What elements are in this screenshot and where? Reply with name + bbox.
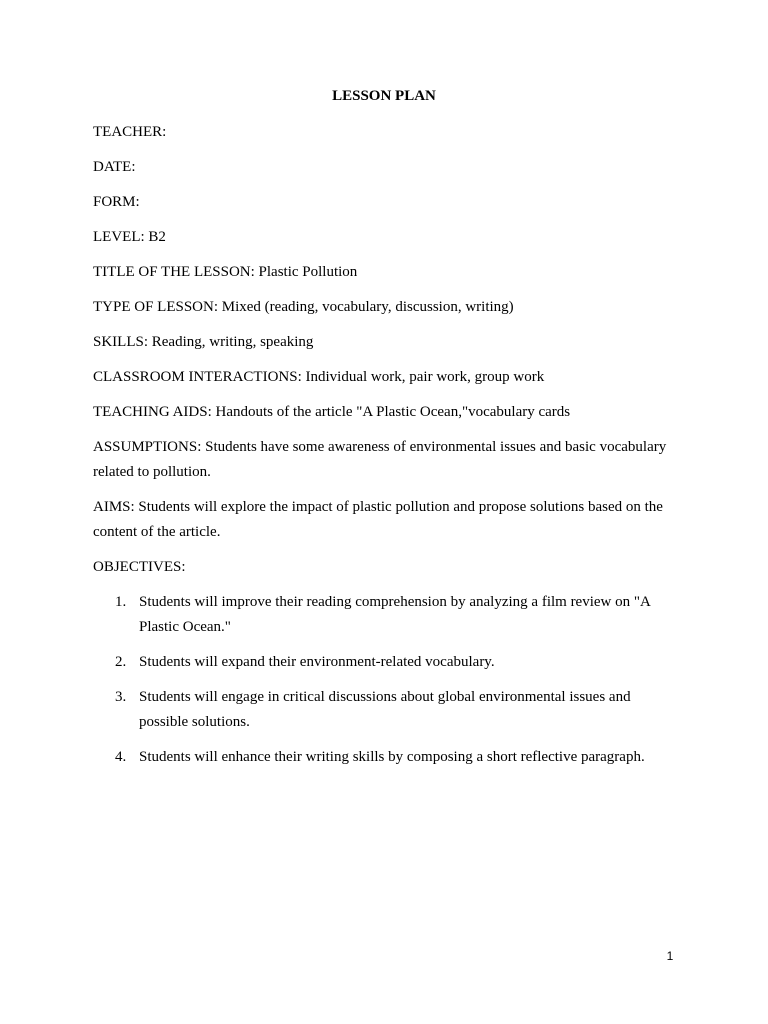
interactions-field: CLASSROOM INTERACTIONS: Individual work, pair work, group work [93,369,545,385]
lesson-plan-body [93,120,673,780]
teacher-field: TEACHER: [93,124,167,140]
aims-field: AIMS: Students will explore the impact of plastic pollution and propose solutions based on the content of the article. [93,499,663,540]
list-item-number: 4. [115,749,127,765]
assumptions-field: ASSUMPTIONS: Students have some awareness of environmental issues and basic vocabulary related to pollution. [93,439,667,480]
teaching-aids-field: TEACHING AIDS: Handouts of the article "A Plastic Ocean,"vocabulary cards [93,404,571,420]
list-item [93,685,673,735]
list-item [93,745,673,770]
list-item-number: 1. [115,594,127,610]
level-field: LEVEL: B2 [93,229,166,245]
page-title: LESSON PLAN [332,88,436,104]
list-item-number: 2. [115,654,127,670]
list-item-text: Students will improve their reading comprehension by analyzing a film review on "A Plastic Ocean." [139,594,651,635]
list-item [93,650,673,675]
objectives-list [93,590,673,770]
lesson-title-field: TITLE OF THE LESSON: Plastic Pollution [93,264,358,280]
lesson-type-field: TYPE OF LESSON: Mixed (reading, vocabulary, discussion, writing) [93,299,514,315]
objectives-heading: OBJECTIVES: [93,559,186,575]
skills-field: SKILLS: Reading, writing, speaking [93,334,314,350]
list-item-number: 3. [115,689,127,705]
list-item-text: Students will enhance their writing skills by composing a short reflective paragraph. [139,749,645,765]
date-field: DATE: [93,159,136,175]
list-item-text: Students will engage in critical discussions about global environmental issues and possible solutions. [139,689,631,730]
list-item [93,590,673,640]
list-item-text: Students will expand their environment-related vocabulary. [139,654,495,670]
form-field: FORM: [93,194,140,210]
page-number: 1 [666,949,674,963]
